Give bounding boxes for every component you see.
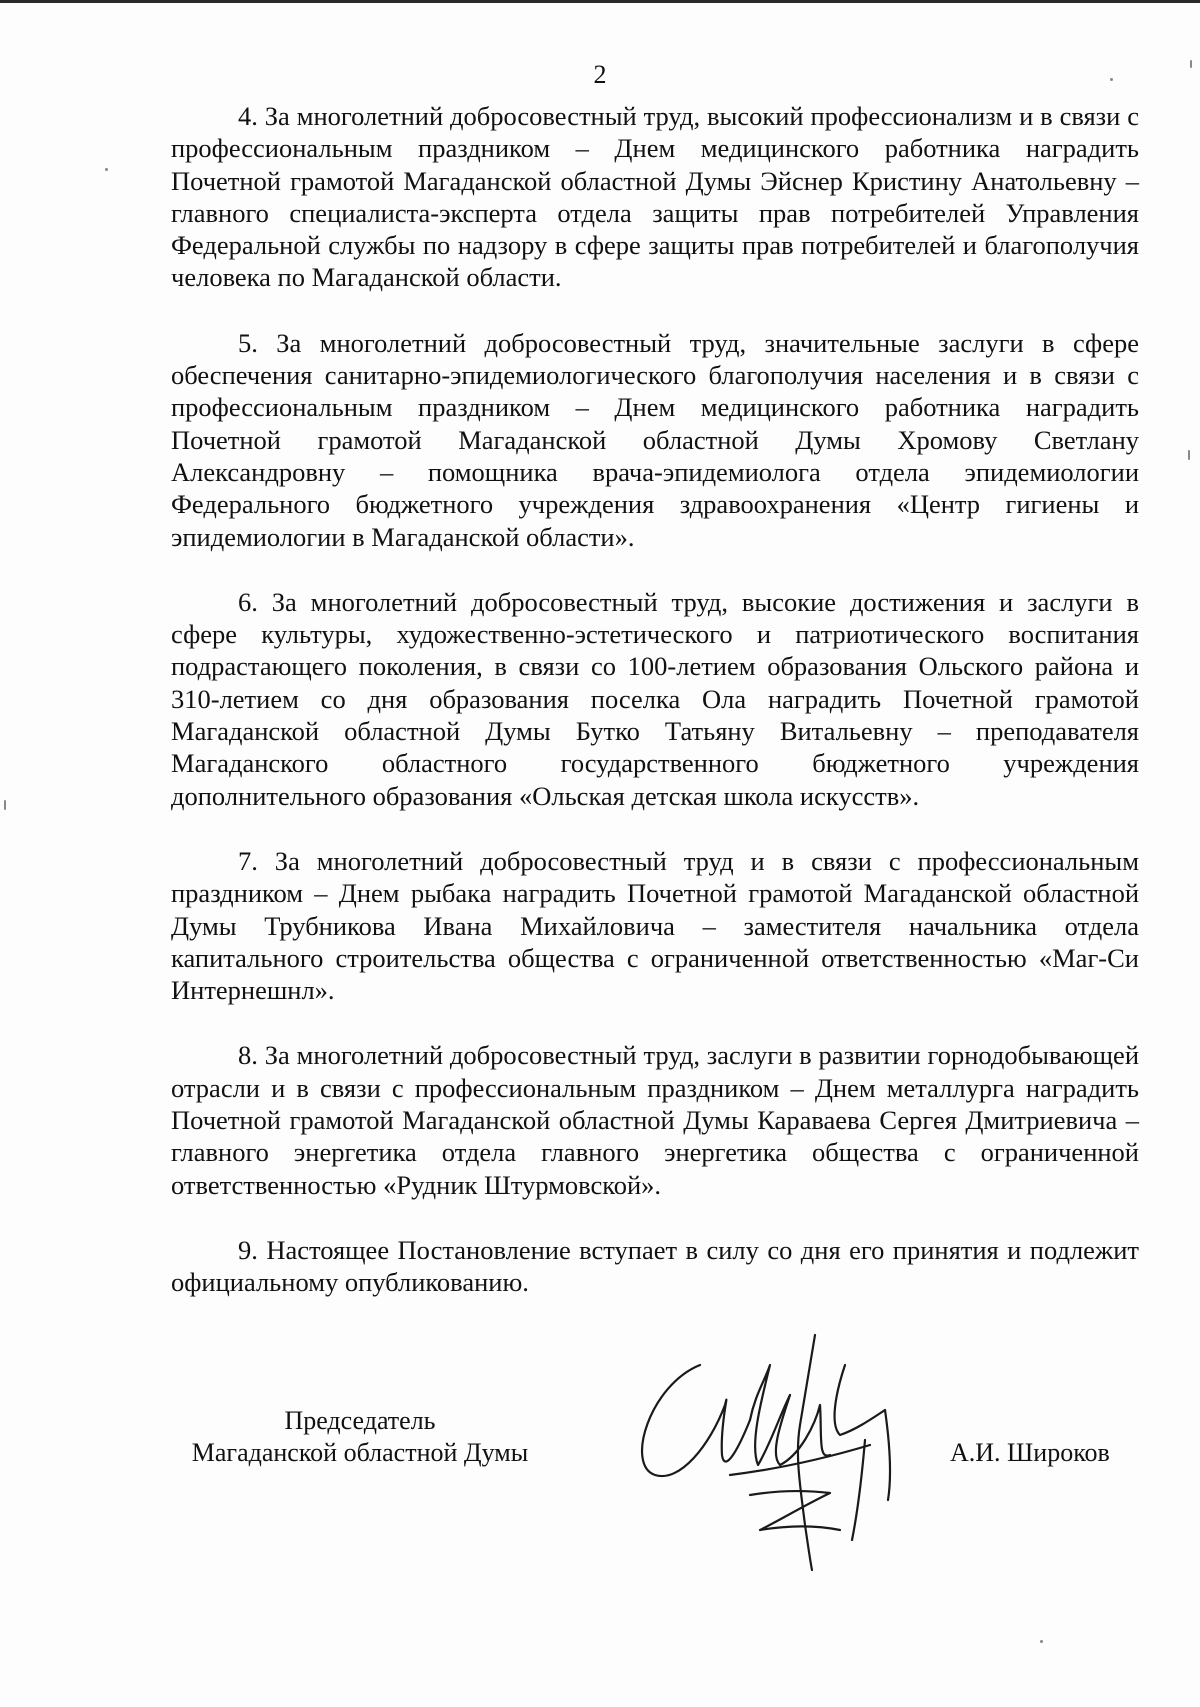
signer-position-line2: Магаданской областной Думы (191, 1438, 529, 1467)
scan-speck (1190, 60, 1192, 68)
scan-speck (1188, 450, 1190, 460)
scan-speck (1040, 1640, 1043, 1643)
paragraph-8: 8. За многолетний добросовестный труд, заслуги в развитии горнодобывающей отрасли и в связи с профессиональным праздником – Днем металлурга наградить Почетной грамотой Магаданской областной Думы Караваева Сергея Дмитриевича – главного энергетика отдела главного энергетика общества с ограниченной ответственностью «Рудник Штурмовской». (171, 1040, 1139, 1200)
paragraph-4: 4. За многолетний добросовестный труд, высокий профессионализм и в связи с профессиональным праздником – Днем медицинского работника наградить Почетной грамотой Магаданской областной Думы Эйснер Кристину Анатольевну – главного специалиста-эксперта отдела защиты прав потребителей Управления Федеральной службы по надзору в сфере защиты прав потребителей и благополучия человека по Магаданской области. (171, 101, 1139, 293)
signer-position (160, 1405, 560, 1469)
page-number: 2 (593, 60, 607, 89)
paragraph-5: 5. За многолетний добросовестный труд, значительные заслуги в сфере обеспечения санитарно-эпидемиологического благополучия населения и в связи с профессиональным праздником – Днем медицинского работника наградить Почетной грамотой Магаданской областной Думы Хромову Светлану Александровну – помощника врача-эпидемиолога отдела эпидемиологии Федерального бюджетного учреждения здравоохранения «Центр гигиены и эпидемиологии в Магаданской области». (171, 327, 1139, 552)
signer-name: А.И. Широков (950, 1438, 1110, 1467)
scan-speck (1110, 78, 1113, 81)
scan-speck (4, 800, 6, 810)
signer-position-line1: Председатель (284, 1406, 436, 1435)
paragraph-7: 7. За многолетний добросовестный труд и в связи с профессиональным праздником – Днем рыбака наградить Почетной грамотой Магаданской областной Думы Трубникова Ивана Михайловича – заместителя начальника отдела капитального строительства общества с ограниченной ответственностью «Маг-Си Интернешнл». (171, 845, 1139, 1006)
paragraph-9: 9. Настоящее Постановление вступает в силу со дня его принятия и подлежит официальному опубликованию. (171, 1234, 1139, 1298)
paragraph-6: 6. За многолетний добросовестный труд, высокие достижения и заслуги в сфере культуры, художественно-эстетического и патриотического воспитания подрастающего поколения, в связи со 100-летием образования Ольского района и 310-летием со дня образования поселка Ола наградить Почетной грамотой Магаданской областной Думы Бутко Татьяну Витальевну – преподавателя Магаданского областного государственного бюджетного учреждения дополнительного образования «Ольская детская школа искусств». (171, 586, 1139, 811)
handwritten-signature (630, 1325, 950, 1575)
scan-speck (105, 168, 108, 171)
